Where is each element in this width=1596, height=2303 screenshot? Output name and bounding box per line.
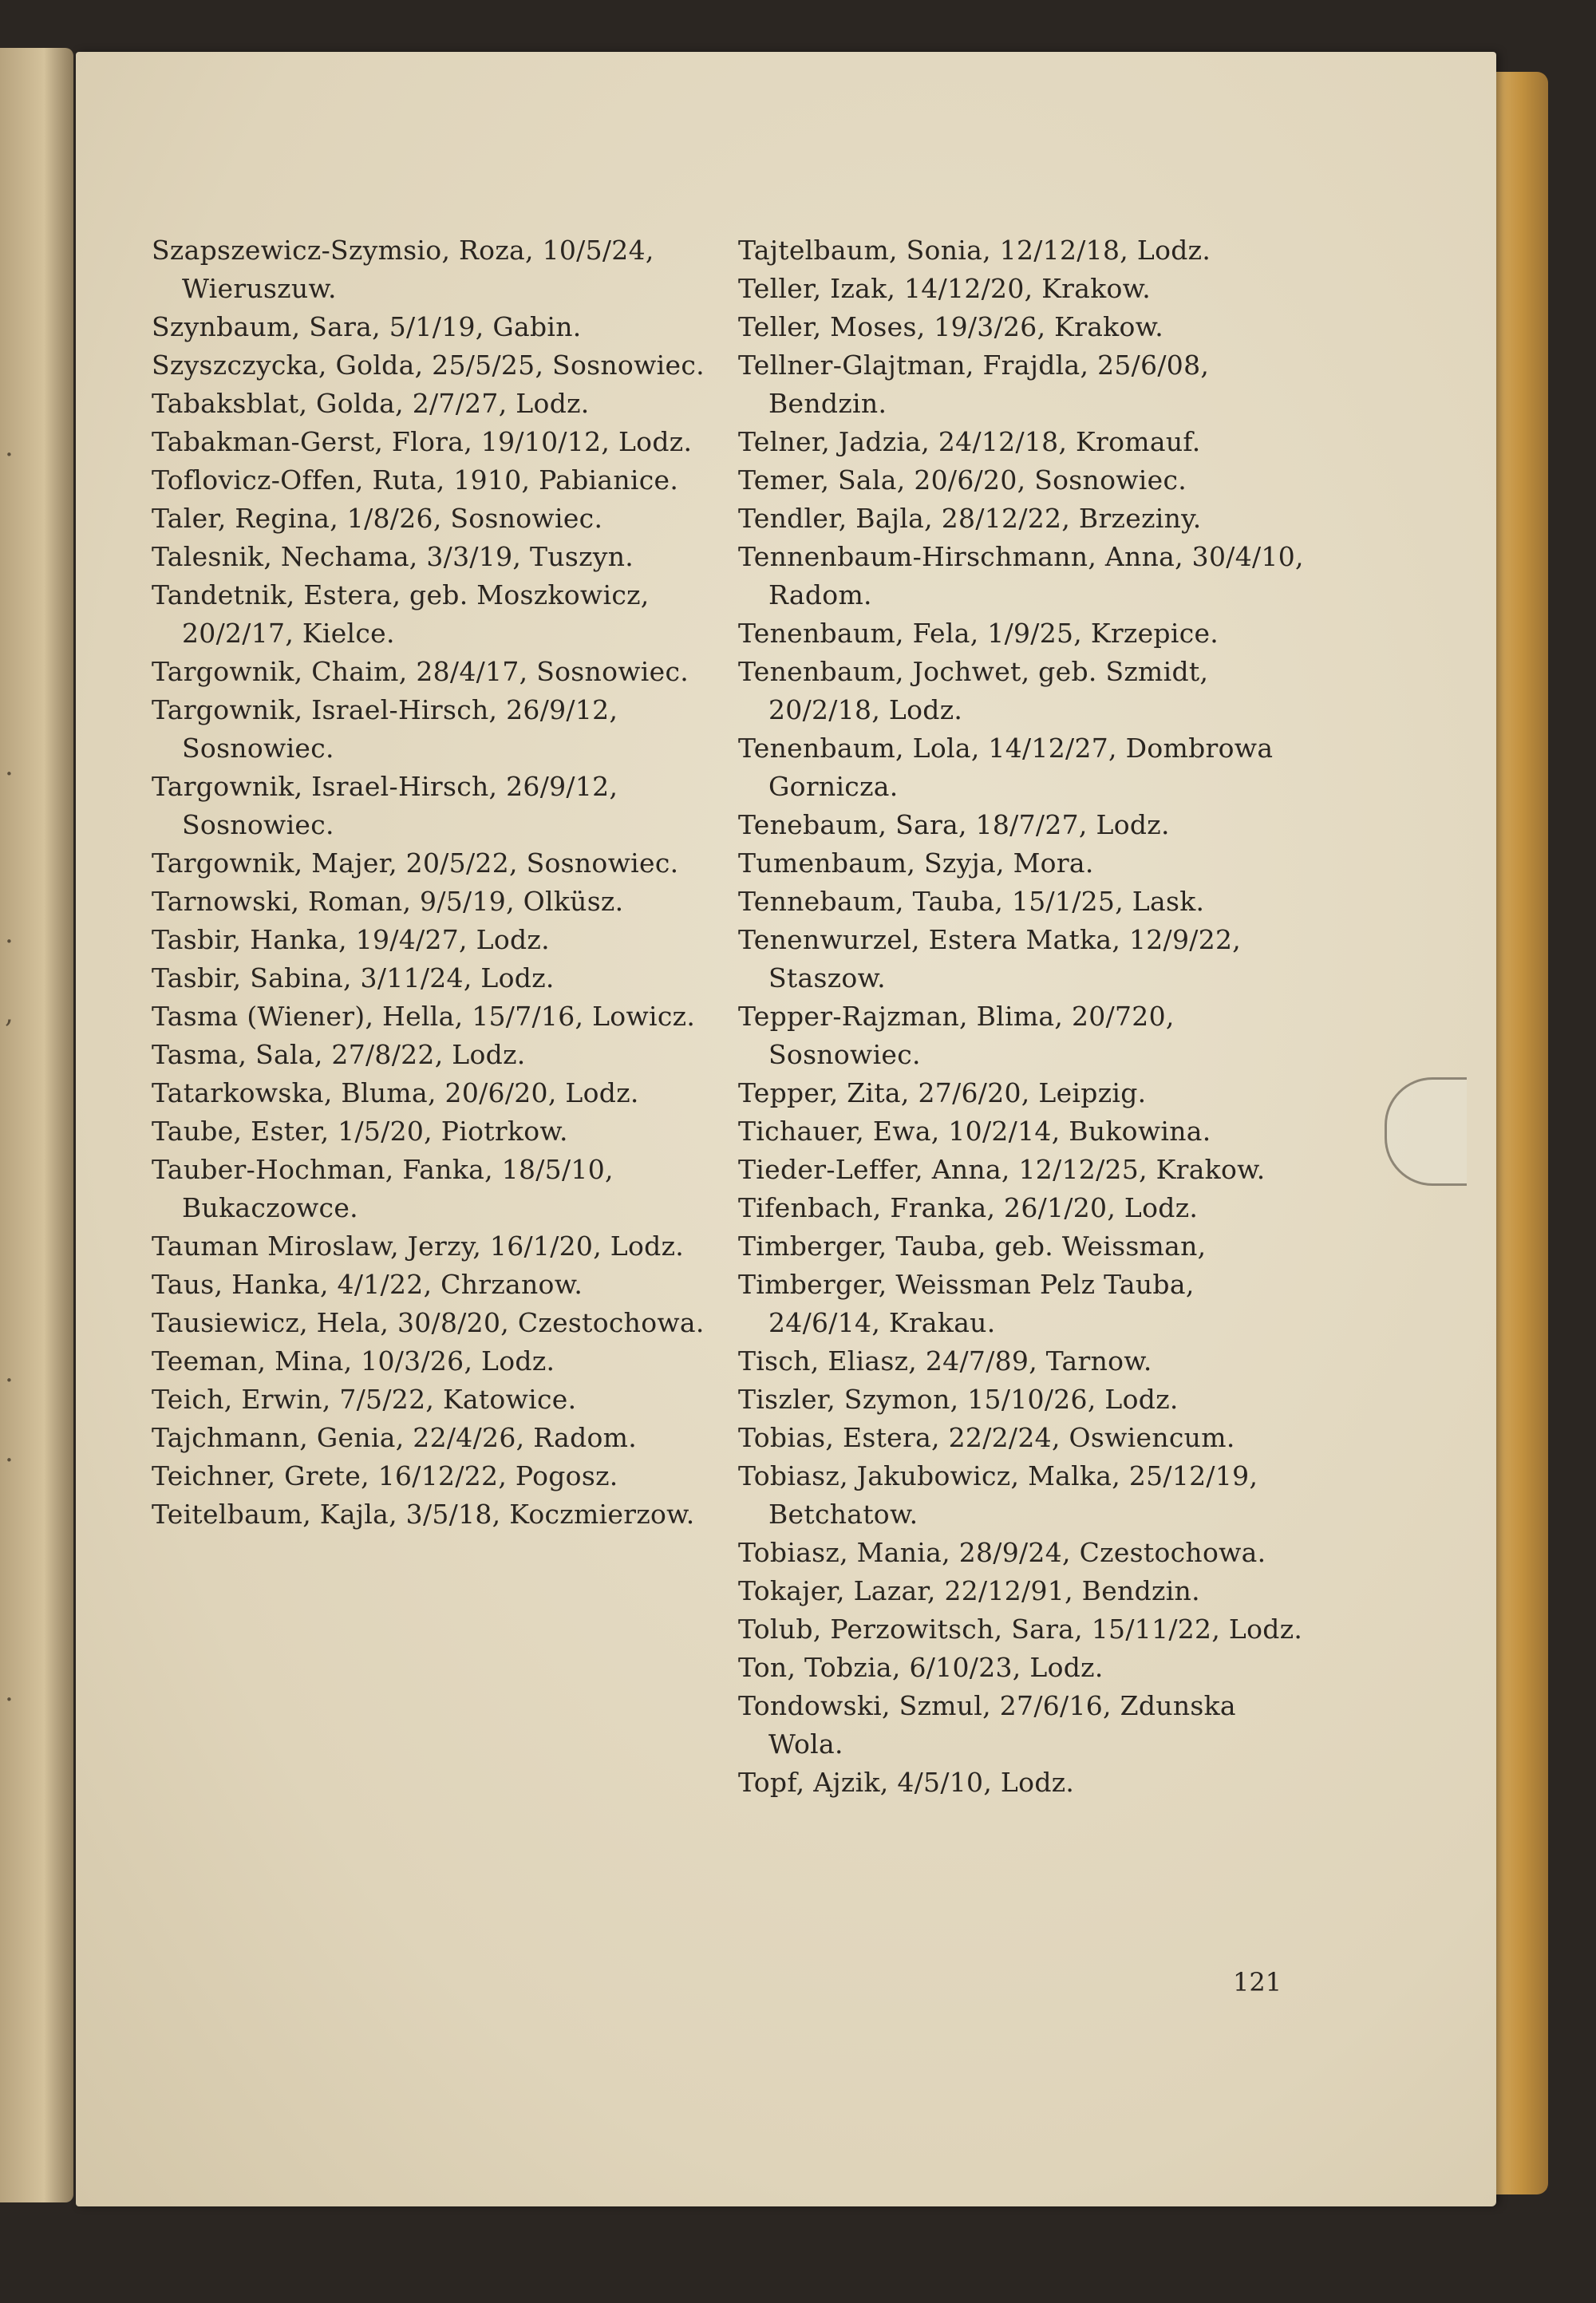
list-item: Tokajer, Lazar, 22/12/91, Bendzin.	[738, 1575, 1200, 1606]
list-item: Tisch, Eliasz, 24/7/89, Tarnow.	[738, 1345, 1152, 1377]
margin-mark: .	[5, 1357, 14, 1389]
list-item: Tiszler, Szymon, 15/10/26, Lodz.	[738, 1384, 1179, 1415]
list-item: Tondowski, Szmul, 27/6/16, Zdunska Wola.	[738, 1690, 1236, 1760]
list-item: Tellner-Glajtman, Frajdla, 25/6/08, Bendzin.	[738, 350, 1210, 419]
list-item: Topf, Ajzik, 4/5/10, Lodz.	[738, 1767, 1075, 1798]
list-item: Tennebaum, Tauba, 15/1/25, Lask.	[738, 886, 1205, 917]
list-item: Timberger, Tauba, geb. Weissman,	[738, 1231, 1207, 1262]
list-item: Timberger, Weissman Pelz Tauba, 24/6/14, Krakau.	[738, 1269, 1195, 1338]
list-item: Tasbir, Sabina, 3/11/24, Lodz.	[152, 962, 555, 993]
list-item: Teichner, Grete, 16/12/22, Pogosz.	[152, 1460, 618, 1491]
right-column-list	[738, 231, 1313, 1802]
left-column-list	[152, 231, 726, 1534]
margin-mark: .	[5, 1676, 14, 1708]
list-item: Tepper-Rajzman, Blima, 20/720, Sosnowiec.	[738, 1001, 1175, 1070]
list-item: Tandetnik, Estera, geb. Moszkowicz, 20/2/17, Kielce.	[152, 579, 650, 649]
list-item: Teitelbaum, Kajla, 3/5/18, Koczmierzow.	[152, 1499, 695, 1530]
list-item: Telner, Jadzia, 24/12/18, Kromauf.	[738, 426, 1201, 457]
margin-mark: .	[5, 1436, 14, 1468]
list-item: Tenenbaum, Fela, 1/9/25, Krzepice.	[738, 618, 1219, 649]
list-item: Tauman Miroslaw, Jerzy, 16/1/20, Lodz.	[152, 1231, 685, 1262]
list-item: Teller, Izak, 14/12/20, Krakow.	[738, 273, 1152, 304]
list-item: Temer, Sala, 20/6/20, Sosnowiec.	[738, 464, 1187, 496]
list-item: Talesnik, Nechama, 3/3/19, Tuszyn.	[152, 541, 634, 572]
list-item: Teeman, Mina, 10/3/26, Lodz.	[152, 1345, 555, 1377]
page-number: 121	[1233, 1967, 1282, 1997]
list-item: Tobias, Estera, 22/2/24, Oswiencum.	[738, 1422, 1235, 1453]
list-item: Tasbir, Hanka, 19/4/27, Lodz.	[152, 924, 550, 955]
list-item: Taler, Regina, 1/8/26, Sosnowiec.	[152, 503, 603, 534]
list-item: Tausiewicz, Hela, 30/8/20, Czestochowa.	[152, 1307, 705, 1338]
list-item: Szyszczycka, Golda, 25/5/25, Sosnowiec.	[152, 350, 705, 381]
list-item: Tarnowski, Roman, 9/5/19, Olküsz.	[152, 886, 624, 917]
list-item: Targownik, Israel-Hirsch, 26/9/12, Sosnowiec.	[152, 771, 618, 840]
list-item: Teller, Moses, 19/3/26, Krakow.	[738, 311, 1164, 342]
list-item: Szapszewicz-Szymsio, Roza, 10/5/24, Wieruszuw.	[152, 235, 654, 304]
list-item: Tasma, Sala, 27/8/22, Lodz.	[152, 1039, 526, 1070]
list-item: Toflovicz-Offen, Ruta, 1910, Pabianice.	[152, 464, 679, 496]
list-item: Tenenbaum, Lola, 14/12/27, Dombrowa Gornicza.	[738, 733, 1274, 802]
list-item: Tennenbaum-Hirschmann, Anna, 30/4/10, Radom.	[738, 541, 1304, 610]
list-item: Tajtelbaum, Sonia, 12/12/18, Lodz.	[738, 235, 1211, 266]
margin-mark: .	[5, 431, 14, 463]
list-item: Ton, Tobzia, 6/10/23, Lodz.	[738, 1652, 1104, 1683]
list-item: Tobiasz, Jakubowicz, Malka, 25/12/19, Betchatow.	[738, 1460, 1258, 1530]
list-item: Tobiasz, Mania, 28/9/24, Czestochowa.	[738, 1537, 1266, 1568]
list-item: Tepper, Zita, 27/6/20, Leipzig.	[738, 1077, 1147, 1108]
list-item: Szynbaum, Sara, 5/1/19, Gabin.	[152, 311, 582, 342]
list-item: Teich, Erwin, 7/5/22, Katowice.	[152, 1384, 577, 1415]
paper-clip-tab	[1385, 1077, 1467, 1186]
list-item: Taus, Hanka, 4/1/22, Chrzanow.	[152, 1269, 583, 1300]
list-item: Tasma (Wiener), Hella, 15/7/16, Lowicz.	[152, 1001, 696, 1032]
list-item: Tajchmann, Genia, 22/4/26, Radom.	[152, 1422, 638, 1453]
list-item: Tieder-Leffer, Anna, 12/12/25, Krakow.	[738, 1154, 1266, 1185]
list-item: Tumenbaum, Szyja, Mora.	[738, 847, 1094, 879]
list-item: Tifenbach, Franka, 26/1/20, Lodz.	[738, 1192, 1199, 1223]
margin-mark: .	[5, 750, 14, 782]
list-item: Tatarkowska, Bluma, 20/6/20, Lodz.	[152, 1077, 639, 1108]
list-item: Tabaksblat, Golda, 2/7/27, Lodz.	[152, 388, 590, 419]
list-item: Targownik, Majer, 20/5/22, Sosnowiec.	[152, 847, 679, 879]
adjacent-page-edge	[0, 48, 73, 2202]
list-item: Tenenwurzel, Estera Matka, 12/9/22, Staszow.	[738, 924, 1242, 993]
list-item: Tenenbaum, Jochwet, geb. Szmidt, 20/2/18, Lodz.	[738, 656, 1209, 725]
list-item: Targownik, Israel-Hirsch, 26/9/12, Sosnowiec.	[152, 694, 618, 764]
list-item: Tauber-Hochman, Fanka, 18/5/10, Bukaczowce.	[152, 1154, 614, 1223]
margin-mark: .	[5, 918, 14, 950]
list-item: Tendler, Bajla, 28/12/22, Brzeziny.	[738, 503, 1202, 534]
list-item: Taube, Ester, 1/5/20, Piotrkow.	[152, 1116, 568, 1147]
list-item: Targownik, Chaim, 28/4/17, Sosnowiec.	[152, 656, 689, 687]
list-item: Tolub, Perzowitsch, Sara, 15/11/22, Lodz.	[738, 1614, 1303, 1645]
margin-mark: ,	[5, 997, 14, 1029]
list-item: Tenebaum, Sara, 18/7/27, Lodz.	[738, 809, 1170, 840]
list-item: Tichauer, Ewa, 10/2/14, Bukowina.	[738, 1116, 1211, 1147]
list-item: Tabakman-Gerst, Flora, 19/10/12, Lodz.	[152, 426, 693, 457]
